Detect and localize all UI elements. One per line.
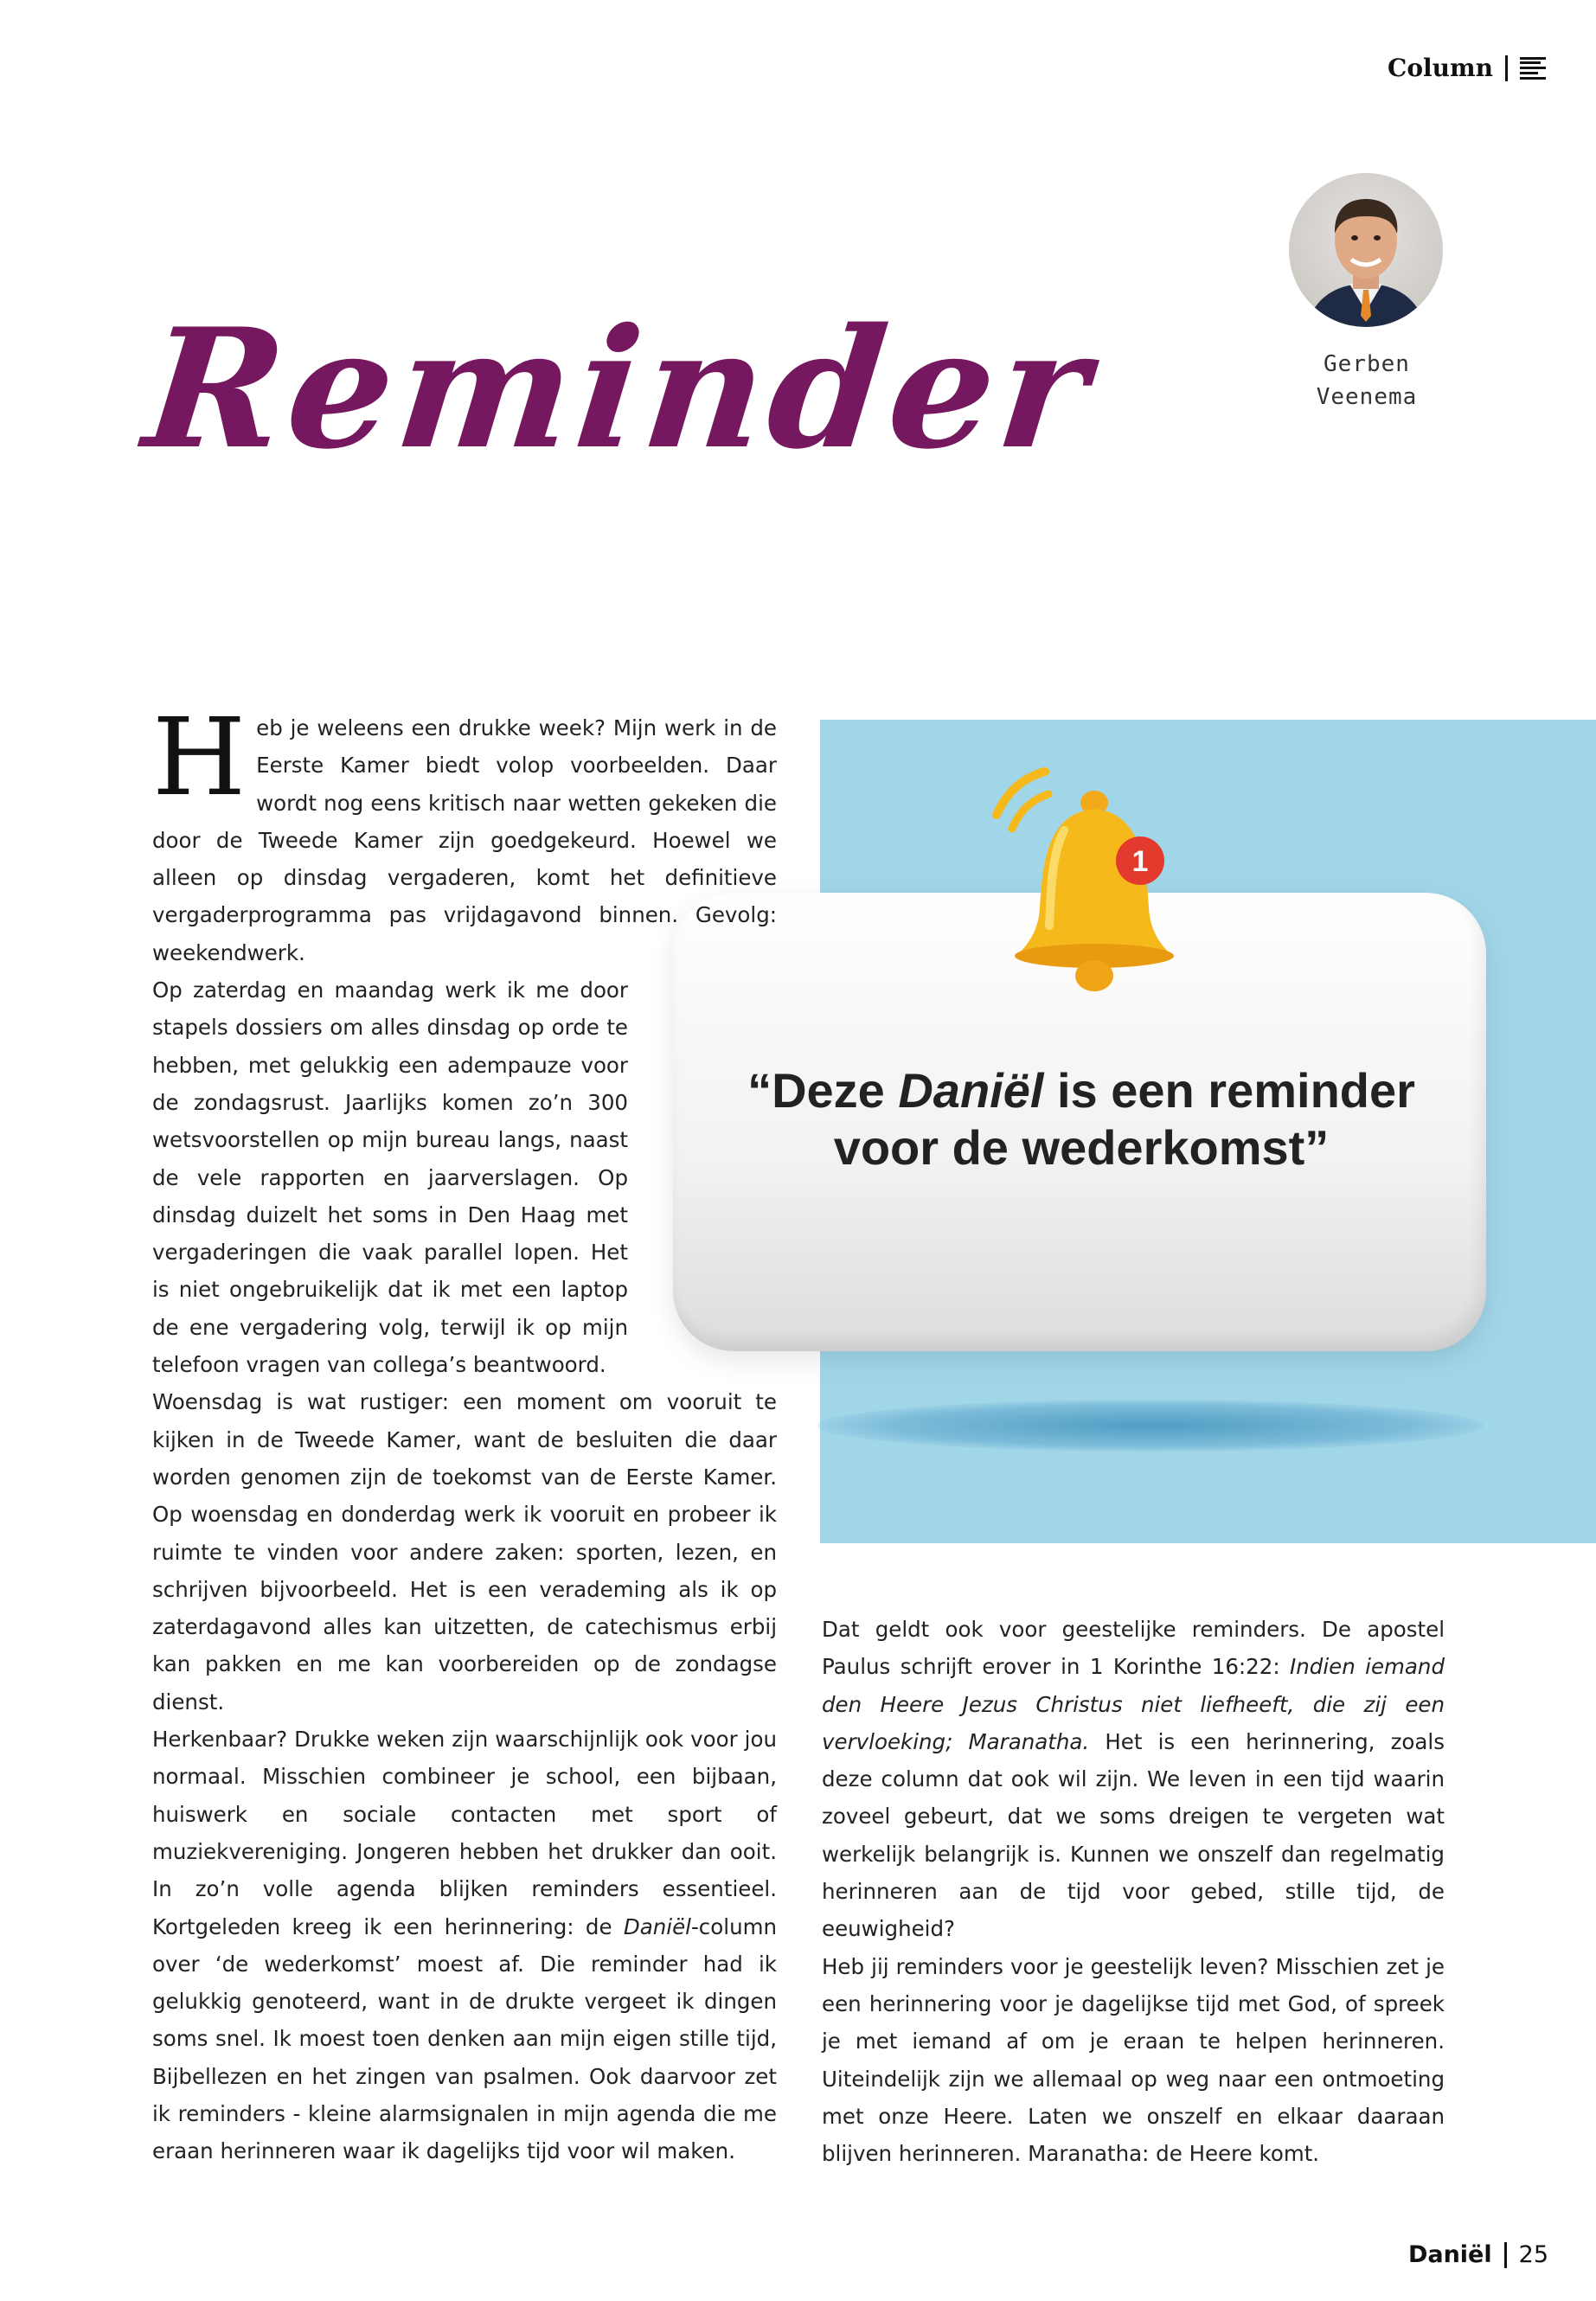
author-avatar xyxy=(1289,173,1443,327)
header-divider xyxy=(1505,55,1508,81)
pull-quote xyxy=(709,1062,1453,1176)
paragraph-4 xyxy=(152,1721,777,2170)
quote-line1-rest: is een reminder xyxy=(1043,1063,1415,1118)
magazine-name: Daniël xyxy=(1407,2241,1492,2268)
paragraph-2: Op zaterdag en maandag werk ik me door stapels dossiers om alles dinsdag op orde te hebben, met gelukkig een adempauze voor de zondagsrust. Jaarlijks komen zo’n 300 wetsvoorstellen op mijn bureau langs, naast de vele rapporten en jaarverslagen. Op dinsdag duizelt het soms in Den Haag met vergaderingen die vaak parallel lopen. Het is niet ongebruikelijk dat ik met een laptop de ene vergadering volg, terwijl ik op mijn telefoon vragen van collega’s beantwoord. xyxy=(152,977,628,1378)
drop-cap: H xyxy=(152,695,247,820)
paragraph-4-part-a: Herkenbaar? Drukke weken zijn waarschijnlijk ook voor jou normaal. Misschien combineer je school, een bijbaan, huiswerk en sociale contacten met sport of muziekvereniging. Jongeren hebben het drukker dan ooit. In zo’n volle agenda blijken reminders essentieel. Kortgeleden kreeg ik een herinnering: de xyxy=(152,1727,777,1939)
paragraph-5-part-a: Dat geldt ook voor geestelijke reminders. De apostel Paulus schrijft erover in 1 Korinthe 16:22: xyxy=(822,1617,1445,1680)
author-name: Gerben Veenema xyxy=(1316,351,1418,410)
article-title: Reminder xyxy=(137,292,1102,485)
notification-badge: 1 xyxy=(1131,845,1149,878)
right-column xyxy=(822,1611,1445,2172)
page-footer xyxy=(1408,2241,1548,2268)
bell-icon xyxy=(977,761,1211,1012)
card-shadow xyxy=(817,1400,1484,1452)
paragraph-4-part-b: -column over ‘de wederkomst’ moest af. Die reminder had ik gelukkig genoteerd, want in de drukte vergeet ik dingen soms snel. Ik moest toen denken aan mijn eigen stille tijd, Bijbellezen en het zingen van psalmen. Ook daarvoor zet ik reminders - kleine alarmsignalen in mijn agenda die me eraan herinneren waar ik dagelijks tijd voor wil maken. xyxy=(152,1913,777,2164)
quote-italic: Daniël xyxy=(898,1063,1044,1118)
paragraph-3: Woensdag is wat rustiger: een moment om vooruit te kijken in de Tweede Kamer, want de besluiten die daar worden genomen zijn de toekomst van de Eerste Kamer. Op woensdag en donderdag werk ik vooruit en probeer ik ruimte te vinden voor andere zaken: sporten, lezen, en schrijven bijvoorbeeld. Het is een verademing als ik op zaterdagavond alles kan uitzetten, de catechismus erbij kan pakken en me kan voorbereiden op de zondagse dienst. xyxy=(152,1389,777,1715)
section-label: Column xyxy=(1388,54,1493,82)
text-lines-icon xyxy=(1520,57,1546,80)
author-block xyxy=(1289,173,1445,413)
paragraph-5-part-b: Het is een herinnering, zoals deze column dat ook wil zijn. We leven in een tijd waarin zoveel gebeurt, dat we soms dreigen te vergeten wat werkelijk belangrijk is. Kunnen we onszelf dan regelmatig herinneren aan de tijd voor gebed, stille tijd, de eeuwigheid? xyxy=(822,1728,1445,1942)
section-header xyxy=(1388,54,1546,82)
quote-open: “Deze xyxy=(747,1063,899,1118)
paragraph-5 xyxy=(822,1611,1445,1948)
paragraph-6: Heb jij reminders voor je geestelijk leven? Misschien zet je een herinnering voor je dagelijkse tijd met God, of spreek je met iemand af om je eraan te helpen herinneren. Uiteindelijk zijn we allemaal op weg naar een ontmoeting met onze Heere. Laten we onszelf en elkaar daaraan blijven herinneren. Maranatha: de Heere komt. xyxy=(822,1953,1445,2167)
left-column xyxy=(152,695,777,2170)
quote-line2: voor de wederkomst” xyxy=(833,1120,1330,1175)
paragraph-1 xyxy=(152,695,777,971)
bible-quote: Indien iemand den Heere Jezus Christus niet liefheeft, die zij een vervloeking; Maranatha. xyxy=(822,1654,1445,1754)
paragraph-4-italic: Daniël xyxy=(623,1913,691,1939)
page-number: 25 xyxy=(1518,2241,1548,2268)
paragraph-1-text: eb je weleens een drukke week? Mijn werk in de Eerste Kamer biedt volop voorbeelden. Daar wordt nog eens kritisch naar wetten gekeken die door de Tweede Kamer zijn goedgekeurd. Hoewel we alleen op dinsdag vergaderen, komt het definitieve vergaderprogramma pas vrijdagavond binnen. Gevolg: weekendwerk. xyxy=(152,715,777,965)
footer-divider xyxy=(1504,2242,1507,2268)
